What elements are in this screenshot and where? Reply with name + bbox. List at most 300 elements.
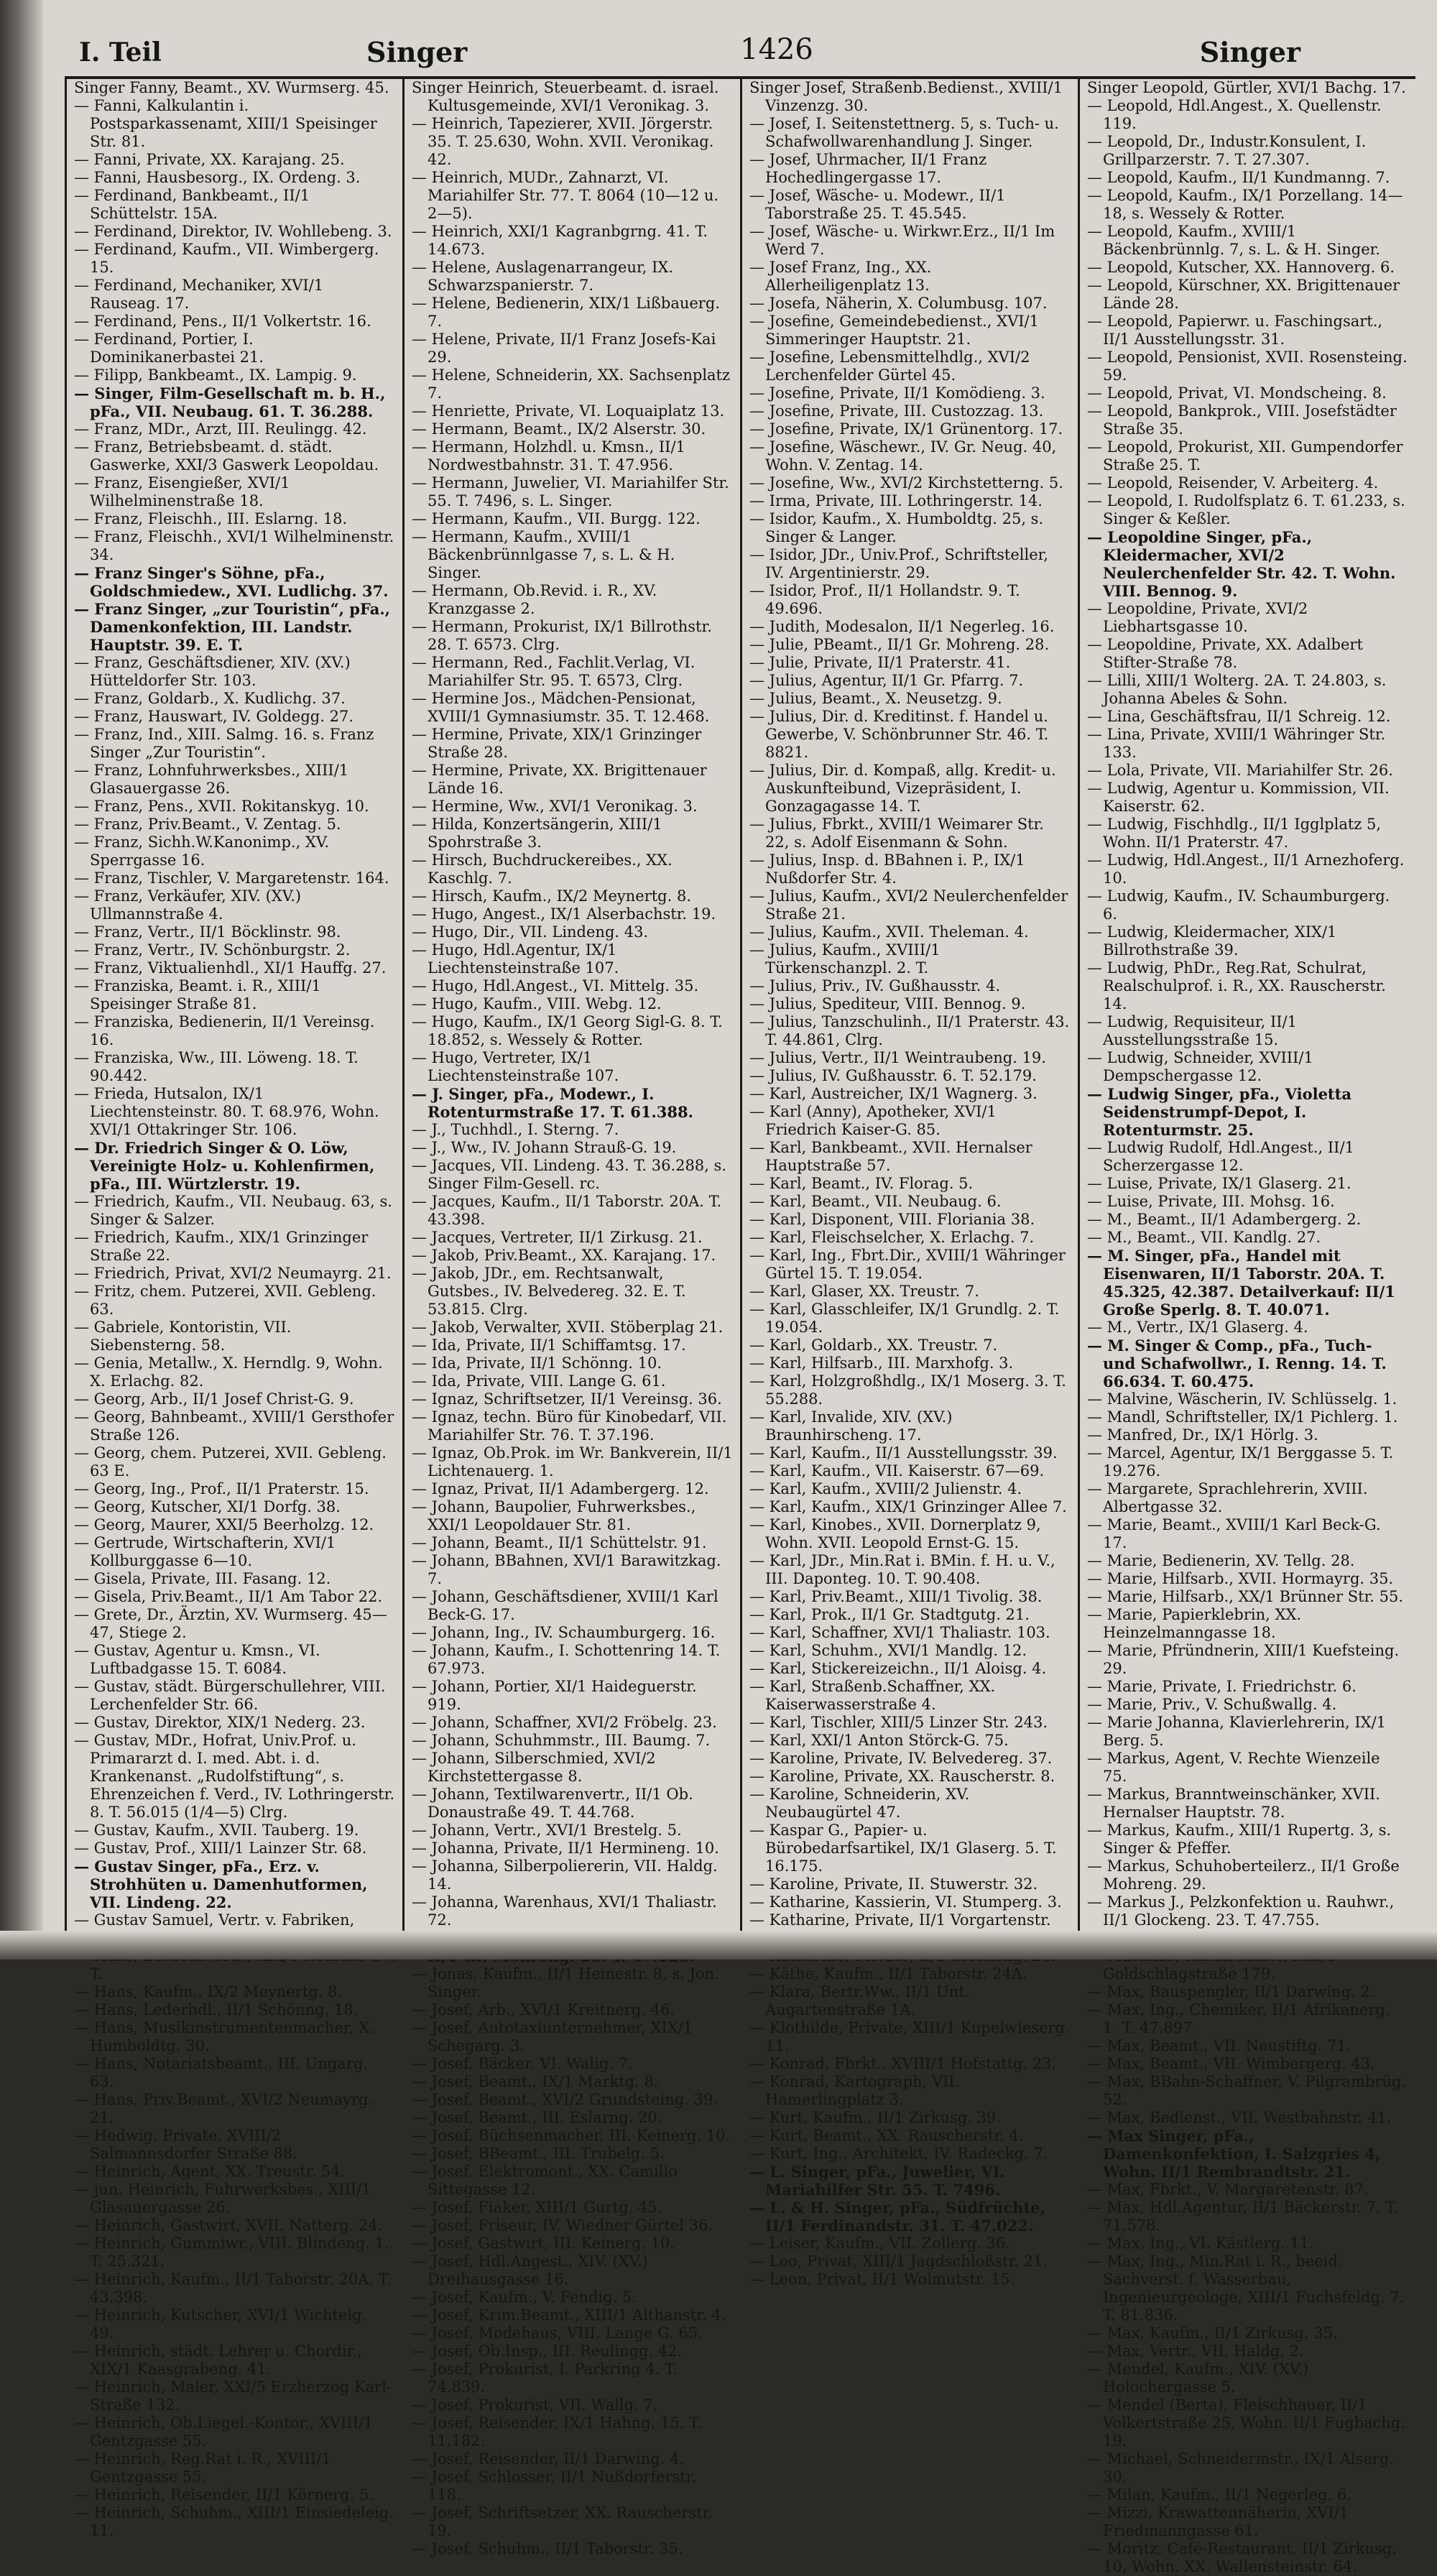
directory-entry: — Markus J., Pelzkonfektion u. Rauhwr., II/1 Glockeng. 23. T. 47.755. <box>1087 1893 1395 1929</box>
directory-entry: — Leo, Privat, XIII/1 Jagdschloßstr. 21. <box>749 2253 1048 2270</box>
directory-entry: — Hans, Lederhdl., II/1 Schönng. 18. <box>74 2001 359 2018</box>
directory-entry: — Franz, MDr., Arzt, III. Reulingg. 42. <box>74 420 367 438</box>
directory-entry: — Konrad, Kartograph, VII. Hamerlingplatz 3. <box>749 2073 960 2108</box>
directory-entry: — Ludwig Singer, pFa., Violetta Seidenstrumpf-Depot, I. Rotenturmstr. 25. <box>1087 1085 1351 1139</box>
directory-entry: — Johann, Geschäftsdiener, XVIII/1 Karl Beck-G. 17. <box>412 1588 718 1623</box>
directory-entry: — Karoline, Schneiderin, XV. Neubaugürtel 47. <box>749 1786 970 1821</box>
directory-entry: — Jacques, Vertreter, II/1 Zirkusg. 21. <box>412 1229 703 1246</box>
directory-entry: — L. Singer, pFa., Juwelier, VI. Mariahilfer Str. 55. T. 7496. <box>749 2163 1005 2199</box>
directory-entry: — Karl, JDr., Min.Rat i. BMin. f. H. u. V., III. Daponteg. 10. T. 90.408. <box>749 1552 1055 1587</box>
directory-entry: — Karl, Austreicher, IX/1 Wagnerg. 3. <box>749 1085 1038 1102</box>
directory-entry: — Helene, Bedienerin, XIX/1 Lißbauerg. 7. <box>412 295 720 330</box>
directory-entry: — Max, BBahn-Schaffner, V. Pilgrambrüg. 52. <box>1087 2073 1407 2108</box>
directory-entry: — Hans, Priv.Beamt., XVI/2 Neumayrg. 21. <box>74 2091 374 2126</box>
directory-entry: — Karl, Invalide, XIV. (XV.) Braunhirscheng. 17. <box>749 1408 953 1444</box>
directory-entry: — Leopold, Kürschner, XX. Brigittenauer Lände 28. <box>1087 277 1400 312</box>
directory-column-1 <box>65 79 402 2539</box>
directory-entry: — Karl, Fleischselcher, X. Erlachg. 7. <box>749 1229 1035 1246</box>
directory-entry: — Hermann, Red., Fachlit.Verlag, VI. Mariahilfer Str. 95. T. 6573, Clrg. <box>412 654 696 689</box>
directory-entry: — Josef, Schriftsetzer, XX. Rauscherstr. 19. <box>412 2504 713 2539</box>
directory-entry: — Heinrich, Kaufm., II/1 Taborstr. 20A. T. 43.398. <box>74 2271 392 2306</box>
directory-entry: — Max, Bauspengler, II/1 Darwing. 2. <box>1087 1983 1375 2000</box>
directory-entry: — Leon, Privat, II/1 Wolmutstr. 15. <box>749 2271 1015 2288</box>
directory-entry: — Marie, Priv., V. Schußwallg. 4. <box>1087 1696 1337 1713</box>
directory-entry: — Josefine, Private, III. Custozzag. 13. <box>749 402 1044 420</box>
directory-entry: — Julius, Dir. d. Kreditinst. f. Handel u. Gewerbe, V. Schönbrunner Str. 46. T. 8821. <box>749 708 1049 761</box>
directory-entry: — Gustav, Direktor, XIX/1 Nederg. 23. <box>74 1714 366 1731</box>
directory-entry: — Max, Ing., Chemiker, II/1 Afrikanerg. 1. T. 47.897. <box>1087 2001 1390 2036</box>
directory-entry: — Karl, Beamt., IV. Florag. 5. <box>749 1175 974 1192</box>
directory-entry: — Ida, Private, VIII. Lange G. 61. <box>412 1372 666 1390</box>
directory-entry: — Julius, Kaufm., XVI/2 Neulerchenfelder Straße 21. <box>749 887 1068 923</box>
directory-entry: — Karl, Tischler, XIII/5 Linzer Str. 243. <box>749 1714 1048 1731</box>
directory-entry: — Hugo, Angest., IX/1 Alserbachstr. 19. <box>412 905 716 923</box>
directory-entry: — M., Vertr., IX/1 Glaserg. 4. <box>1087 1319 1308 1336</box>
directory-entry: — Max, Ing., Min.Rat i. R., beeid. Sachverst. f. Wasserbau, Ingenieurgeologe, XIII/1 Fuchsfeldg. 7. T. 81.836. <box>1087 2253 1405 2324</box>
directory-entry: — Gabriele, Kontoristin, VII. Siebensterng. 58. <box>74 1319 292 1354</box>
directory-entry: — Ferdinand, Bankbeamt., II/1 Schüttelstr. 15A. <box>74 187 310 222</box>
directory-entry: — Hermann, Ob.Revid. i. R., XV. Kranzgasse 2. <box>412 582 657 617</box>
directory-entry: — Hirsch, Kaufm., IX/2 Meynertg. 8. <box>412 887 692 905</box>
directory-entry: — Milan, Kaufm., II/1 Negerleg. 6. <box>1087 2486 1351 2503</box>
directory-entry: — Julius, Agentur, II/1 Gr. Pfarrg. 7. <box>749 672 1024 689</box>
directory-entry: — Gustav, städt. Bürgerschullehrer, VIII. Lerchenfelder Str. 66. <box>74 1678 386 1713</box>
directory-entry: — Georg, Kutscher, XI/1 Dorfg. 38. <box>74 1498 341 1515</box>
directory-entry: — Georg, chem. Putzerei, XVII. Gebleng. 63 E. <box>74 1444 387 1479</box>
directory-entry: — Georg, Bahnbeamt., XVIII/1 Gersthofer Straße 126. <box>74 1408 394 1444</box>
directory-entry: — J., Tuchhdl., I. Sterng. 7. <box>412 1121 619 1138</box>
directory-entry: — Käthe, Kaufm., II/1 Taborstr. 24A. <box>749 1965 1027 1982</box>
directory-entry: — Heinrich, Gastwirt, XVII. Natterg. 24. <box>74 2217 383 2234</box>
directory-entry: — Kaspar G., Papier- u. Bürobedarfsartikel, IX/1 Glaserg. 5. T. 16.175. <box>749 1822 1057 1875</box>
directory-entry: — Hugo, Hdl.Agentur, IX/1 Liechtensteinstraße 107. <box>412 941 619 977</box>
directory-entry: — Klara, Bertr.Ww., II/1 Unt. Augartenstraße 1A. <box>749 1983 970 2018</box>
directory-entry: — Johann, Silberschmied, XVI/2 Kirchstettergasse 8. <box>412 1750 656 1785</box>
directory-entry: — Jakob, Priv.Beamt., XX. Karajang. 17. <box>412 1247 716 1264</box>
directory-entry: — Hermann, Holzhdl. u. Kmsn., II/1 Nordwestbahnstr. 31. T. 47.956. <box>412 438 685 474</box>
directory-entry: — Josef, Autotaxiunternehmer, XIX/1 Schegarg. 3. <box>412 2019 693 2054</box>
directory-entry: — Julius, Kaufm., XVII. Theleman. 4. <box>749 923 1029 941</box>
directory-entry: — M., Beamt., VII. Kandlg. 27. <box>1087 1229 1321 1246</box>
directory-entry: — Karl, Prok., II/1 Gr. Stadtgutg. 21. <box>749 1606 1030 1623</box>
directory-entry: — Julius, Kaufm., XVIII/1 Türkenschanzpl. 2. T. <box>749 941 941 977</box>
directory-entry: — Hermine, Private, XX. Brigittenauer Lände 16. <box>412 762 707 797</box>
directory-entry: — Franz, Priv.Beamt., V. Zentag. 5. <box>74 816 341 833</box>
directory-entry: — Hermann, Kaufm., VII. Burgg. 122. <box>412 510 701 527</box>
directory-entry: — Franz, Pens., XVII. Rokitanskyg. 10. <box>74 798 369 815</box>
directory-entry: — Jakob, Verwalter, XVII. Stöberplag 21. <box>412 1319 724 1336</box>
directory-entry: — Hermann, Beamt., IX/2 Alserstr. 30. <box>412 420 706 438</box>
directory-entry: — Markus, Kaufm., XIII/1 Rupertg. 3, s. Singer & Pfeffer. <box>1087 1822 1392 1857</box>
directory-entry: — Johanna, Warenhaus, XVI/1 Thaliastr. 72. <box>412 1893 717 1929</box>
directory-entry: — Ignaz, Privat, II/1 Adambergerg. 12. <box>412 1480 709 1497</box>
directory-entry: Singer Fanny, Beamt., XV. Wurmserg. 45. <box>74 79 389 96</box>
directory-entry: — Isidor, Prof., II/1 Hollandstr. 9. T. 49.696. <box>749 582 1020 617</box>
directory-entry: — Josefa, Näherin, X. Columbusg. 107. <box>749 295 1048 312</box>
directory-entry: — Hans, Kaufm., IX/2 Meynertg. 8. <box>74 1983 343 2000</box>
directory-entry: — Ferdinand, Mechaniker, XVI/1 Rauseag. 17. <box>74 277 324 312</box>
directory-entry: — Karl, Beamt., VII. Neubaug. 6. <box>749 1193 1002 1210</box>
directory-entry: — Mizzi, Krawattennäherin, XVI/1 Friedmanngasse 61. <box>1087 2504 1349 2539</box>
directory-entry: — Julius, Vertr., II/1 Weintraubeng. 19. <box>749 1049 1046 1066</box>
directory-entry: — Josef, Hdl.Angest., XIV. (XV.) Dreihausgasse 16. <box>412 2253 648 2288</box>
directory-entry: — Marie, Pfründnerin, XIII/1 Kuefsteing. 29. <box>1087 1642 1400 1677</box>
directory-entry: — Ida, Private, II/1 Schiffamtsg. 17. <box>412 1337 686 1354</box>
directory-entry: — Josef, Beamt., IX/1 Marktg. 8. <box>412 2073 659 2090</box>
directory-entry: — Max, Hdl.Agentur, II/1 Bäckerstr. 7. T. 71.578. <box>1087 2199 1398 2234</box>
directory-entry: — Luise, Private, IX/1 Glaserg. 21. <box>1087 1175 1351 1192</box>
directory-entry: — Josefine, Gemeindebedienst., XVI/1 Simmeringer Hauptstr. 21. <box>749 313 1039 348</box>
directory-entry: — Josef, Schuhm., II/1 Taborstr. 35. <box>412 2540 683 2557</box>
directory-entry: — Karl, Kaufm., XVIII/2 Julienstr. 4. <box>749 1480 1022 1497</box>
directory-entry: — Josef, Gastwirt, III. Keinerg. 10. <box>412 2235 675 2252</box>
directory-entry: — Ignaz, Ob.Prok. im Wr. Bankverein, II/1 Lichtenauerg. 1. <box>412 1444 733 1479</box>
directory-entry: — Helene, Schneiderin, XX. Sachsenplatz 7. <box>412 366 731 402</box>
directory-entry: — Lola, Private, VII. Mariahilfer Str. 26. <box>1087 762 1393 779</box>
directory-entry: — Max, Ing., VI. Kästlerg. 11. <box>1087 2235 1314 2252</box>
directory-entry: — Julie, PBeamt., II/1 Gr. Mohreng. 28. <box>749 636 1050 653</box>
directory-entry: — Singer, Film-Gesellschaft m. b. H., pFa., VII. Neubaug. 61. T. 36.288. <box>74 384 386 420</box>
directory-entry: — Leiser, Kaufm., VII. Zollerg. 36. <box>749 2235 1010 2252</box>
directory-entry: — Isidor, JDr., Univ.Prof., Schriftsteller, IV. Argentinierstr. 29. <box>749 546 1049 581</box>
directory-entry: — Johann, Textilwarenvertr., II/1 Ob. Donaustraße 49. T. 44.768. <box>412 1786 693 1821</box>
directory-entry: — Fanni, Private, XX. Karajang. 25. <box>74 151 345 168</box>
directory-entry: — Jacques, Kaufm., II/1 Taborstr. 20A. T. 43.398. <box>412 1193 722 1228</box>
directory-entry: — Klothilde, Private, XIII/1 Kupelwieserg. 11. <box>749 2019 1070 2054</box>
directory-entry: — Heinrich, Kutscher, XVI/1 Wichtelg. 49. <box>74 2307 367 2342</box>
directory-entry: — Lina, Private, XVIII/1 Währinger Str. 133. <box>1087 726 1386 761</box>
directory-entry: — Irma, Private, III. Lothringerstr. 14. <box>749 492 1043 509</box>
directory-entry: — Franz, Lohnfuhrwerksbes., XIII/1 Glasauergasse 26. <box>74 762 349 797</box>
directory-entry: — Franz, Fleischh., III. Eslarng. 18. <box>74 510 348 527</box>
directory-entry: — Jakob, JDr., em. Rechtsanwalt, Gutsbes., IV. Belvedereg. 32. E. T. 53.815. Clrg. <box>412 1265 686 1318</box>
directory-entry: — Margarete, Sprachlehrerin, XVIII. Albertgasse 32. <box>1087 1480 1368 1515</box>
directory-entry: — Gertrude, Wirtschafterin, XVI/1 Kollburggasse 6—10. <box>74 1534 336 1569</box>
directory-entry: — Leopold, I. Rudolfsplatz 6. T. 61.233, s. Singer & Keßler. <box>1087 492 1405 527</box>
directory-entry: — M. Singer, pFa., Handel mit Eisenwaren, II/1 Taborstr. 20A. T. 45.325, 42.387. Detailverkauf: II/1 Große Sperlg. 8. T. 40.071. <box>1087 1247 1395 1319</box>
directory-columns <box>65 79 1415 2575</box>
directory-entry: — Filipp, Bankbeamt., IX. Lampig. 9. <box>74 366 357 384</box>
directory-entry: — Max, Kaufm., II/1 Zirkusg. 35. <box>1087 2325 1338 2342</box>
directory-entry: — Max, Bedienst., VII. Westbahnstr. 41. <box>1087 2109 1392 2126</box>
directory-entry: — Josef, Beamt., XVI/2 Grundsteing. 39. <box>412 2091 718 2108</box>
directory-entry: — Johann, Beamt., II/1 Schüttelstr. 91. <box>412 1534 707 1551</box>
running-head-right: Singer <box>1199 36 1300 68</box>
directory-entry: — Heinrich, Agent, XX. Treustr. 54. <box>74 2163 346 2180</box>
directory-entry: — Johann, Kaufm., I. Schottenring 14. T. 67.973. <box>412 1642 721 1677</box>
directory-entry: — Genia, Metallw., X. Herndlg. 9, Wohn. X. Erlachg. 82. <box>74 1354 383 1390</box>
directory-entry: — Johann, Schuhmmstr., III. Baumg. 7. <box>412 1732 711 1749</box>
directory-entry: — Karl, Goldarb., XX. Treustr. 7. <box>749 1337 998 1354</box>
directory-entry: — Hermann, Juwelier, VI. Mariahilfer Str. 55. T. 7496, s. L. Singer. <box>412 474 729 509</box>
directory-entry: — Ignaz, Schriftsetzer, II/1 Vereinsg. 36. <box>412 1390 722 1408</box>
directory-entry: — Josef Franz, Ing., XX. Allerheiligenplatz 13. <box>749 259 932 294</box>
directory-entry: — Johann, Schaffner, XVI/2 Fröbelg. 23. <box>412 1714 717 1731</box>
directory-entry: — Karl, Kaufm., II/1 Ausstellungsstr. 39. <box>749 1444 1058 1462</box>
directory-entry: — Johanna, Silberpoliererin, VII. Haldg. 14. <box>412 1857 718 1893</box>
directory-entry: — Ludwig, Fischhdlg., II/1 Igglplatz 5, Wohn. II/1 Praterstr. 47. <box>1087 816 1382 851</box>
directory-entry: — Josef, Kaufm., V. Fendig. 5. <box>412 2289 637 2306</box>
directory-entry: — Heinrich, Reisender, II/1 Körnerg. 5. <box>74 2486 374 2503</box>
directory-entry: — Heinrich, städt. Lehrer u. Chordir., XIX/1 Kaasgrabeng. 41. <box>74 2342 362 2378</box>
directory-entry: — Ludwig, Hdl.Angest., II/1 Arnezhoferg. 10. <box>1087 851 1405 887</box>
directory-entry: — Leopoldine, Private, XX. Adalbert Stifter-Straße 78. <box>1087 636 1363 671</box>
directory-entry: — Leopold, Hdl.Angest., X. Quellenstr. 119. <box>1087 97 1382 132</box>
directory-entry: — Ludwig Rudolf, Hdl.Angest., II/1 Scherzergasse 12. <box>1087 1139 1354 1174</box>
running-head-left: Singer <box>366 36 468 68</box>
directory-entry: — Karoline, Private, II. Stuwerstr. 32. <box>749 1875 1038 1893</box>
directory-entry: — Marie, Bedienerin, XV. Tellg. 28. <box>1087 1552 1355 1569</box>
directory-entry: — Hugo, Vertreter, IX/1 Liechtensteinstraße 107. <box>412 1049 619 1084</box>
directory-entry: — Leopold, Kaufm., XVIII/1 Bäckenbrünnlg. 7, s. L. & H. Singer. <box>1087 223 1381 258</box>
directory-entry: — Max, Beamt., VII. Neustiftg. 71. <box>1087 2037 1351 2054</box>
directory-entry: — Heinrich, MUDr., Zahnarzt, VI. Mariahilfer Str. 77. T. 8064 (10—12 u. 2—5). <box>412 169 719 222</box>
directory-entry: — Mendel, Kaufm., XIV. (XV.) Holochergasse 5. <box>1087 2360 1309 2396</box>
directory-entry: — Heinrich, Maler, XXI/5 Erzherzog Karl-Straße 132. <box>74 2378 392 2414</box>
directory-entry: — Marie, Private, I. Friedrichstr. 6. <box>1087 1678 1357 1695</box>
directory-entry: — Josef, Krim.Beamt., XIII/1 Althanstr. 4. <box>412 2307 726 2324</box>
directory-entry: — Luise, Private, III. Mohsg. 16. <box>1087 1193 1335 1210</box>
directory-entry: — Karoline, Private, XX. Rauscherstr. 8. <box>749 1768 1055 1785</box>
directory-entry: Singer Leopold, Gürtler, XVI/1 Bachg. 17. <box>1087 79 1406 96</box>
directory-entry: — Josefine, Private, IX/1 Grünentorg. 17. <box>749 420 1063 438</box>
directory-entry: — Lilli, XIII/1 Wolterg. 2A. T. 24.803, s. Johanna Abeles & Sohn. <box>1087 672 1387 707</box>
directory-entry: — Karl, Schaffner, XVI/1 Thaliastr. 103. <box>749 1624 1050 1641</box>
directory-entry: — Mandl, Schriftsteller, IX/1 Pichlerg. 1. <box>1087 1408 1398 1426</box>
directory-entry: — Marie, Beamt., XVIII/1 Karl Beck-G. 17. <box>1087 1516 1381 1551</box>
directory-entry: — Julius, IV. Gußhausstr. 6. T. 52.179. <box>749 1067 1037 1084</box>
directory-entry: — Johanna, Private, II/1 Hermineng. 10. <box>412 1839 719 1857</box>
directory-entry: — Hugo, Kaufm., IX/1 Georg Sigl-G. 8. T. 18.852, s. Wessely & Rotter. <box>412 1013 723 1048</box>
directory-column-3 <box>740 79 1078 2288</box>
directory-entry: — Josef, Bäcker, VI. Walig. 7. <box>412 2055 633 2072</box>
directory-entry: — Friedrich, Kaufm., VII. Neubaug. 63, s. Singer & Salzer. <box>74 1193 392 1228</box>
directory-entry: — Ludwig, Requisiteur, II/1 Ausstellungsstraße 15. <box>1087 1013 1297 1048</box>
directory-entry: T. <box>90 1965 103 1982</box>
directory-entry: — Fanni, Kalkulantin i. Postsparkassenamt, XIII/1 Speisinger Str. 81. <box>74 97 377 150</box>
directory-entry: — Ludwig, Kaufm., IV. Schaumburgerg. 6. <box>1087 887 1390 923</box>
directory-entry: — Julius, Beamt., X. Neusetzg. 9. <box>749 690 1002 707</box>
directory-entry: — Josef, Wäsche- u. Wirkwr.Erz., II/1 Im Werd 7. <box>749 223 1055 258</box>
directory-entry: — Josef, Prokurist, I. Parkring 4. T. 74.839. <box>412 2360 678 2396</box>
directory-entry: — Karl, Disponent, VIII. Floriania 38. <box>749 1211 1035 1228</box>
directory-entry: — Leopold, Dr., Industr.Konsulent, I. Grillparzerstr. 7. T. 27.307. <box>1087 133 1367 168</box>
directory-entry: — Franz, Viktualienhdl., XI/1 Hauffg. 27. <box>74 959 387 977</box>
directory-entry: — Hermann, Prokurist, IX/1 Billrothstr. 28. T. 6573. Clrg. <box>412 618 712 653</box>
directory-entry: — Friedrich, Kaufm., XIX/1 Grinzinger Straße 22. <box>74 1229 369 1264</box>
directory-entry: — Franz, Tischler, V. Margaretenstr. 164. <box>74 869 389 887</box>
directory-entry: — Helene, Private, II/1 Franz Josefs-Kai 29. <box>412 331 716 366</box>
directory-entry: — Karl, Schuhm., XVI/1 Mandlg. 12. <box>749 1642 1027 1659</box>
directory-entry: — Markus, Branntweinschänker, XVII. Hernalser Hauptstr. 78. <box>1087 1786 1380 1821</box>
directory-entry: — Leopold, Privat, VI. Mondscheing. 8. <box>1087 384 1387 402</box>
directory-entry: — Ferdinand, Portier, I. Dominikanerbastei 21. <box>74 331 264 366</box>
directory-entry: — Ludwig, Kleidermacher, XIX/1 Billrothstraße 39. <box>1087 923 1337 959</box>
directory-entry: — Fanni, Hausbesorg., IX. Ordeng. 3. <box>74 169 361 186</box>
directory-entry: — Josef, Friseur, IV. Wiedner Gürtel 36. <box>412 2217 713 2234</box>
directory-entry: — Josef, BBeamt., III. Trubelg. 5. <box>412 2145 665 2162</box>
directory-entry: — Karl, Hilfsarb., III. Marxhofg. 3. <box>749 1354 1014 1372</box>
directory-entry: — Leopold, Kutscher, XX. Hannoverg. 6. <box>1087 259 1395 276</box>
directory-entry: — Josef, Ob.Insp., III. Reulingg. 42. <box>412 2342 683 2360</box>
directory-entry: — Karl, Glaser, XX. Treustr. 7. <box>749 1283 979 1300</box>
directory-entry: — Karl, Ing., Fbrt.Dir., XVIII/1 Währinger Gürtel 15. T. 19.054. <box>749 1247 1066 1282</box>
directory-entry: — Konrad, Fbrkt., XVIII/1 Hofstattg. 23. <box>749 2055 1057 2072</box>
directory-entry: — Michael, Schneidermstr., IX/1 Alserg. 30. <box>1087 2450 1394 2485</box>
directory-entry: — Josefine, Private, II/1 Komödieng. 3. <box>749 384 1045 402</box>
section-label: I. Teil <box>79 37 162 68</box>
directory-entry: — Franz, Betriebsbeamt. d. städt. Gaswerke, XXI/3 Gaswerk Leopoldau. <box>74 438 379 474</box>
directory-entry: — Josef, Uhrmacher, II/1 Franz Hochedlingergasse 17. <box>749 151 987 186</box>
directory-entry: — L. & H. Singer, pFa., Südfrüchte, II/1 Ferdinandstr. 31. T. 47.022. <box>749 2199 1045 2235</box>
directory-entry: — Manfred, Dr., IX/1 Hörlg. 3. <box>1087 1426 1318 1444</box>
directory-entry: — Marie, Hilfsarb., XVII. Hormayrg. 35. <box>1087 1570 1394 1587</box>
directory-entry: — Karl, Kinobes., XVII. Dornerplatz 9, Wohn. XVII. Leopold Ernst-G. 15. <box>749 1516 1041 1551</box>
directory-entry: — Karl, Bankbeamt., XVII. Hernalser Hauptstraße 57. <box>749 1139 1032 1174</box>
page-header <box>50 29 1423 72</box>
directory-entry: — J. Singer, pFa., Modewr., I. Rotenturmstraße 17. T. 61.388. <box>412 1085 693 1121</box>
directory-entry: — Max, Vertr., VII. Haldg. 2. <box>1087 2342 1304 2360</box>
directory-entry: — Josef, Schlosser, II/1 Nußdorferstr. 118. <box>412 2468 697 2503</box>
directory-entry: — Dr. Friedrich Singer & O. Löw, Vereinigte Holz- u. Kohlenfirmen, pFa., III. Würtzlerstr. 19. <box>74 1139 375 1193</box>
directory-entry: — Markus, Schuhoberteilerz., II/1 Große Mohreng. 29. <box>1087 1857 1400 1893</box>
directory-entry: — Hermann, Kaufm., XVIII/1 Bäckenbrünnlgasse 7, s. L. & H. Singer. <box>412 528 675 581</box>
directory-entry: — Leopold, Kaufm., IX/1 Porzellang. 14—18, s. Wessely & Rotter. <box>1087 187 1403 222</box>
directory-entry: — Leopold, Pensionist, XVII. Rosensteing. 59. <box>1087 348 1408 384</box>
directory-entry: — Karl, Kaufm., VII. Kaiserstr. 67—69. <box>749 1462 1045 1479</box>
directory-entry: — Franz, Geschäftsdiener, XIV. (XV.) Hütteldorfer Str. 103. <box>74 654 351 689</box>
directory-entry: — Josef, Fiaker, XIII/1 Gurtg. 45. <box>412 2199 662 2216</box>
directory-entry: — Franz, Sichh.W.Kanonimp., XV. Sperrgasse 16. <box>74 834 330 869</box>
directory-entry: — Malvine, Wäscherin, IV. Schlüsselg. 1. <box>1087 1390 1397 1408</box>
page-shadow-bottom <box>0 1931 1437 1959</box>
directory-entry: — Hilda, Konzertsängerin, XIII/1 Spohrstraße 3. <box>412 816 662 851</box>
directory-entry: — Marcel, Agentur, IX/1 Berggasse 5. T. 19.276. <box>1087 1444 1394 1479</box>
directory-entry: — Frieda, Hutsalon, IX/1 Liechtensteinstr. 80. T. 68.976, Wohn. XVI/1 Ottakringer Str. 106. <box>74 1085 379 1138</box>
directory-entry: — Karl, Kaufm., XIX/1 Grinzinger Allee 7. <box>749 1498 1067 1515</box>
directory-entry: — Franz, Vertr., IV. Schönburgstr. 2. <box>74 941 351 959</box>
directory-entry: — Karl, Holzgroßhdlg., IX/1 Moserg. 3. T. 55.288. <box>749 1372 1066 1408</box>
page-number: 1426 <box>740 33 813 66</box>
directory-entry: — Karl (Anny), Apotheker, XVI/1 Friedrich Kaiser-G. 85. <box>749 1103 997 1138</box>
directory-entry: — Josef, Prokurist, VII. Wallg. 7. <box>412 2396 658 2414</box>
directory-entry: — Hermine Jos., Mädchen-Pensionat, XVIII/1 Gymnasiumstr. 35. T. 12.468. <box>412 690 710 725</box>
directory-entry: — Jacques, VII. Lindeng. 43. T. 36.288, s. Singer Film-Gesell. rc. <box>412 1157 727 1192</box>
directory-entry: — Josefine, Ww., XVI/2 Kirchstetterng. 5. <box>749 474 1063 491</box>
directory-entry: — Josef, Büchsenmacher, III. Keinerg. 10. <box>412 2127 731 2144</box>
directory-column-2 <box>402 79 740 2557</box>
directory-entry: — Kurt, Kaufm., II/1 Zirkusg. 39. <box>749 2109 1001 2126</box>
directory-entry: — Max, Fbrkt., V. Margaretenstr. 87. <box>1087 2181 1369 2198</box>
directory-entry: — Heinrich, Tapezierer, XVII. Jörgerstr. 35. T. 25.630, Wohn. XVII. Veronikag. 42. <box>412 115 714 168</box>
directory-entry: — Gustav, MDr., Hofrat, Univ.Prof. u. Primararzt d. I. med. Abt. i. d. Krankenanst. „Rudolfstiftung“, s. Ehrenzeichen f. Verd., IV. Lothringerstr. 8. T. 56.015 (1/4—5) Clrg. <box>74 1732 395 1821</box>
directory-entry: — Moritz, Café-Restaurant, II/1 Zirkusg. 10, Wohn. XX. Wallensteinstr. 64. <box>1087 2540 1397 2575</box>
directory-entry: — Josef, Beamt., III. Eslarng. 20. <box>412 2109 662 2126</box>
directory-entry: — Gustav, Kaufm., XVII. Tauberg. 19. <box>74 1822 359 1839</box>
directory-entry: — Ferdinand, Pens., II/1 Volkertstr. 16. <box>74 313 371 330</box>
directory-entry: — Franz, Vertr., II/1 Böcklinstr. 98. <box>74 923 341 941</box>
directory-entry: — Julius, Dir. d. Kompaß, allg. Kredit- u. Auskunfteibund, Vizepräsident, I. Gonzagagasse 14. T. <box>749 762 1056 815</box>
directory-entry: — Julie, Private, II/1 Praterstr. 41. <box>749 654 1011 671</box>
directory-entry: — Gustav, Agentur u. Kmsn., VI. Luftbadgasse 15. T. 6084. <box>74 1642 320 1677</box>
directory-entry: — Katharine, Kassierin, VI. Stumperg. 3. <box>749 1893 1062 1911</box>
directory-entry: — Georg, Ing., Prof., II/1 Praterstr. 15. <box>74 1480 369 1497</box>
directory-entry: — Leopold, Prokurist, XII. Gumpendorfer Straße 25. T. <box>1087 438 1403 474</box>
directory-entry: — Ignaz, techn. Büro für Kinobedarf, VII. Mariahilfer Str. 76. T. 37.196. <box>412 1408 727 1444</box>
directory-entry: Singer Josef, Straßenb.Bedienst., XVIII/1 Vinzenzg. 30. <box>749 79 1063 114</box>
directory-entry: — Josef, Reisender, IX/1 Hahng. 15. T. 11.182. <box>412 2414 702 2450</box>
directory-entry: — Friedrich, Privat, XVI/2 Neumayrg. 21. <box>74 1265 392 1282</box>
directory-entry: — Judith, Modesalon, II/1 Negerleg. 16. <box>749 618 1055 635</box>
directory-entry: — Heinrich, Gummiwr., VIII. Blindeng. 1. T. 25.321. <box>74 2235 389 2270</box>
directory-entry: — Franz, Goldarb., X. Kudlichg. 37. <box>74 690 346 707</box>
directory-entry: — Johann, Baupolier, Fuhrwerksbes., XXI/1 Leopoldauer Str. 81. <box>412 1498 696 1533</box>
directory-entry: — Kurt, Beamt., XX. Rauscherstr. 4. <box>749 2127 1024 2144</box>
directory-entry: — Hermine, Private, XIX/1 Grinzinger Straße 28. <box>412 726 702 761</box>
directory-entry: — Gustav, Prof., XIII/1 Lainzer Str. 68. <box>74 1839 367 1857</box>
directory-entry: — Julius, Fbrkt., XVIII/1 Weimarer Str. 22, s. Adolf Eisenmann & Sohn. <box>749 816 1044 851</box>
directory-entry: — Josef, Arb., XVI/1 Kreitnerg. 46. <box>412 2001 675 2018</box>
directory-entry: Singer Heinrich, Steuerbeamt. d. israel. Kultusgemeinde, XVI/1 Veronikag. 3. <box>412 79 719 114</box>
directory-entry: — Franziska, Ww., III. Löweng. 18. T. 90.442. <box>74 1049 359 1084</box>
directory-entry: — Helene, Auslagenarrangeur, IX. Schwarzspanierstr. 7. <box>412 259 674 294</box>
directory-entry: — Ferdinand, Kaufm., VII. Wimbergerg. 15. <box>74 241 379 276</box>
directory-entry: — Julius, Tanzschulinh., II/1 Praterstr. 43. T. 44.861, Clrg. <box>749 1013 1070 1048</box>
directory-entry: — jun. Heinrich, Fuhrwerksbes., XIII/1 Glasauergasse 26. <box>74 2181 371 2216</box>
directory-entry: — Heinrich, Ob.Liegel.-Kontor., XVIII/1 Gentzgasse 55. <box>74 2414 374 2450</box>
directory-entry: — Franz, Eisengießer, XVI/1 Wilhelminenstraße 18. <box>74 474 290 509</box>
directory-entry: — Gustav Singer, pFa., Erz. v. Strohhüten u. Damenhutformen, VII. Lindeng. 22. <box>74 1857 368 1911</box>
directory-entry: — Julius, Priv., IV. Gußhausstr. 4. <box>749 977 1001 994</box>
directory-entry: — Lina, Geschäftsfrau, II/1 Schreig. 12. <box>1087 708 1391 725</box>
directory-entry: — Franziska, Bedienerin, II/1 Vereinsg. 16. <box>74 1013 375 1048</box>
page-shadow-left <box>0 0 43 1959</box>
directory-entry: — Franziska, Beamt. i. R., XIII/1 Speisinger Straße 81. <box>74 977 321 1012</box>
directory-entry: — Heinrich, Reg.Rat i. R., XVIII/1 Gentzgasse 55. <box>74 2450 331 2485</box>
directory-entry: — Ludwig, Agentur u. Kommission, VII. Kaiserstr. 62. <box>1087 780 1390 815</box>
directory-entry: — Leopold, Reisender, V. Arbeiterg. 4. <box>1087 474 1379 491</box>
directory-entry: — Hermine, Ww., XVI/1 Veronikag. 3. <box>412 798 698 815</box>
directory-entry: — Karl, Priv.Beamt., XIII/1 Tivolig. 38. <box>749 1588 1043 1605</box>
directory-entry: — Gisela, Private, III. Fasang. 12. <box>74 1570 331 1587</box>
directory-entry: — Fritz, chem. Putzerei, XVII. Gebleng. 63. <box>74 1283 376 1318</box>
directory-entry: — Marie Johanna, Klavierlehrerin, IX/1 Berg. 5. <box>1087 1714 1387 1749</box>
directory-column-4 <box>1078 79 1415 2575</box>
directory-entry: — Hugo, Hdl.Angest., VI. Mittelg. 35. <box>412 977 699 994</box>
directory-entry: — Josef, Wäsche- u. Modewr., II/1 Taborstraße 25. T. 45.545. <box>749 187 1006 222</box>
directory-entry: — Ferdinand, Direktor, IV. Wohllebeng. 3. <box>74 223 392 240</box>
directory-entry: — Hans, Musikinstrumentenmacher, X. Humboldtg. 30. <box>74 2019 374 2054</box>
directory-entry: — Max Singer, pFa., Damenkonfektion, I. Salzgries 4, Wohn. II/1 Rembrandtstr. 21. <box>1087 2127 1381 2181</box>
directory-entry: — Hedwig, Private, XVIII/2 Salmannsdorfer Straße 88. <box>74 2127 297 2162</box>
directory-entry: — Johann, Vertr., XVI/1 Brestelg. 5. <box>412 1822 682 1839</box>
directory-entry: — Franz, Verkäufer, XIV. (XV.) Ullmannstraße 4. <box>74 887 302 923</box>
directory-entry: — Franz, Hauswart, IV. Goldegg. 27. <box>74 708 354 725</box>
directory-entry: — Grete, Dr., Ärztin, XV. Wurmserg. 45—47, Stiege 2. <box>74 1606 387 1641</box>
directory-entry: — J., Ww., IV. Johann Strauß-G. 19. <box>412 1139 677 1156</box>
directory-entry: — Josefine, Lebensmittelhdlg., XVI/2 Lerchenfelder Gürtel 45. <box>749 348 1030 384</box>
directory-entry: — Karl, XXI/1 Anton Störck-G. 75. <box>749 1732 1009 1749</box>
directory-entry: — Markus, Agent, V. Rechte Wienzeile 75. <box>1087 1750 1380 1785</box>
directory-entry: — Franz Singer, „zur Touristin“, pFa., Damenkonfektion, III. Landstr. Hauptstr. 39. E. T. <box>74 600 390 654</box>
directory-entry: — Franz Singer's Söhne, pFa., Goldschmiedew., XVI. Ludlichg. 37. <box>74 564 389 600</box>
directory-entry: — Ida, Private, II/1 Schönng. 10. <box>412 1354 662 1372</box>
directory-entry: — Hugo, Kaufm., VIII. Webg. 12. <box>412 995 662 1012</box>
directory-entry: — Josef, I. Seitenstettnerg. 5, s. Tuch- u. Schafwollwarenhandlung J. Singer. <box>749 115 1059 150</box>
directory-entry: — Isidor, Kaufm., X. Humboldtg. 25, s. Singer & Langer. <box>749 510 1044 545</box>
directory-entry: — Ludwig, PhDr., Reg.Rat, Schulrat, Realschulprof. i. R., XX. Rauscherstr. 14. <box>1087 959 1386 1012</box>
directory-entry: — Katharine, Private, II/1 Vorgartenstr. <box>749 1911 1051 1929</box>
